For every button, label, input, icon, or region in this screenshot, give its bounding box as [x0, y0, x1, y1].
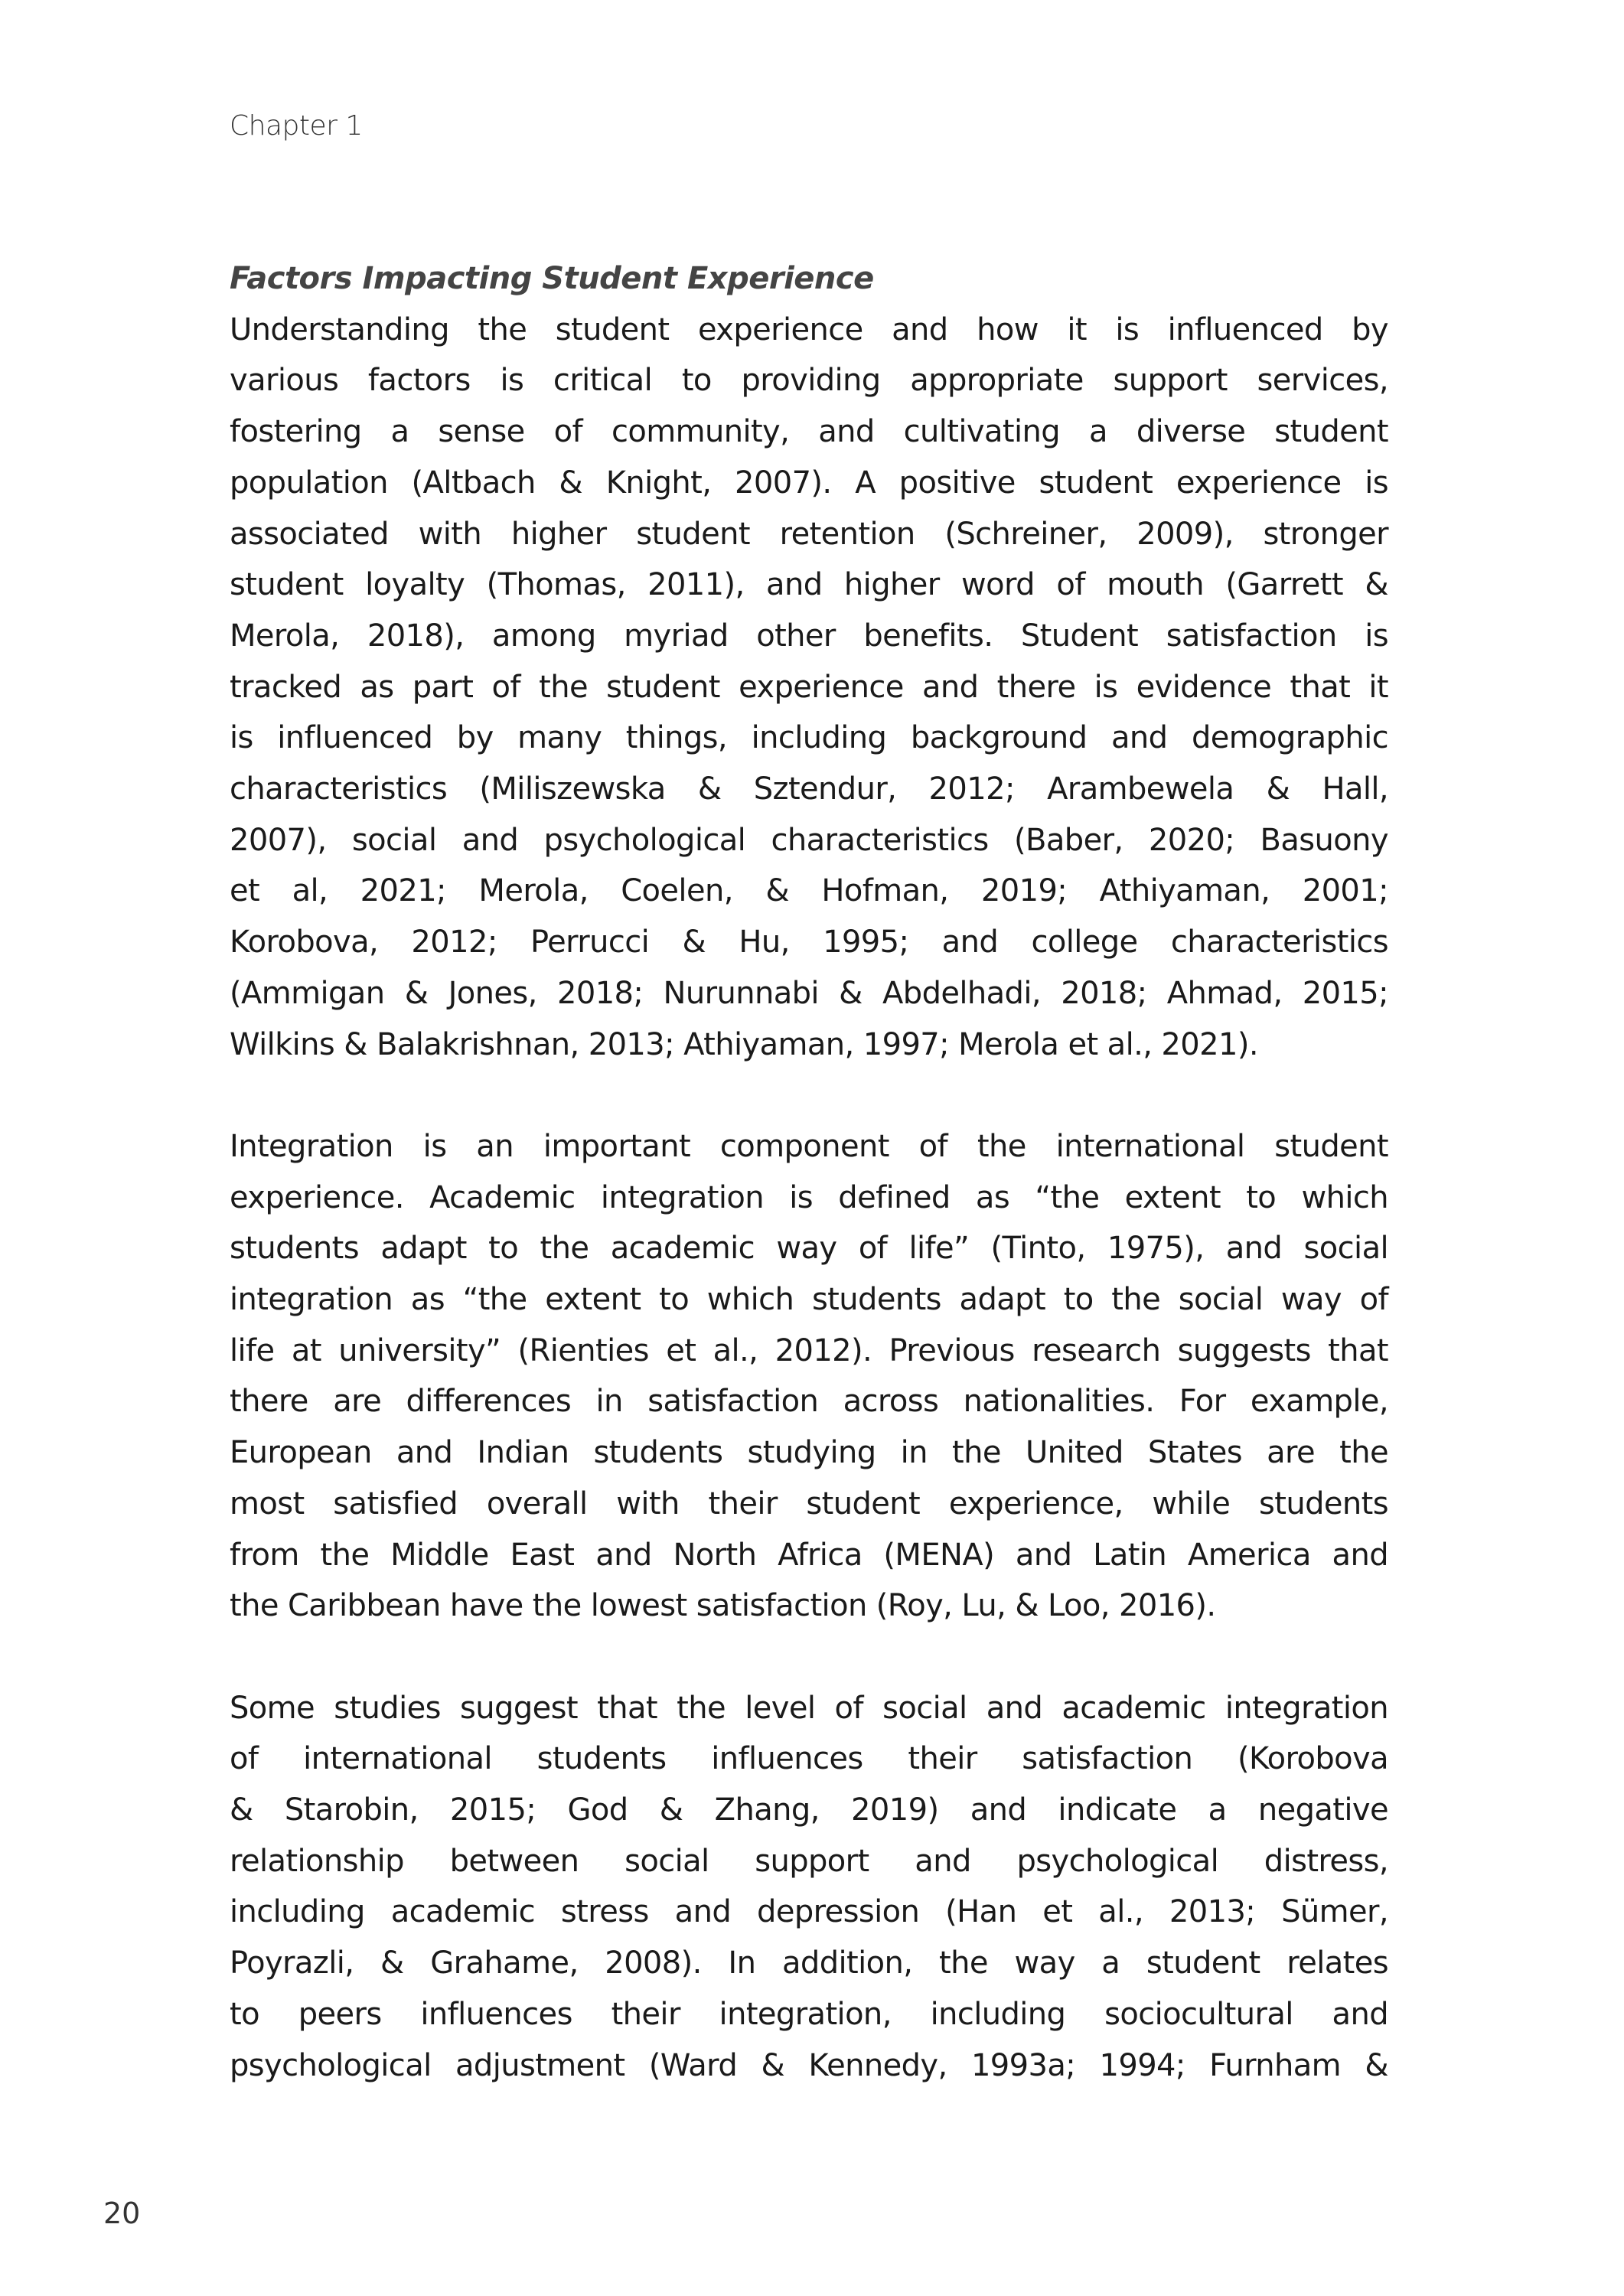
text-line: Poyrazli, & Grahame, 2008). In addition, the way a student relates	[230, 1945, 1388, 1981]
text-line: et al, 2021; Merola, Coelen, & Hofman, 2019; Athiyaman, 2001;	[230, 873, 1388, 909]
text-line: tracked as part of the student experience and there is evidence that it	[230, 669, 1388, 705]
text-line: Understanding the student experience and how it is influenced by	[230, 311, 1388, 347]
text-line: including academic stress and depression (Han et al., 2013; Sümer,	[230, 1894, 1388, 1930]
text-line: students adapt to the academic way of life” (Tinto, 1975), and social	[230, 1231, 1388, 1267]
section-heading: Factors Impacting Student Experience	[230, 261, 874, 296]
text-line: is influenced by many things, including background and demographic	[230, 720, 1388, 756]
text-line: (Ammigan & Jones, 2018; Nurunnabi & Abdelhadi, 2018; Ahmad, 2015;	[230, 975, 1388, 1011]
text-line: & Starobin, 2015; God & Zhang, 2019) and indicate a negative	[230, 1792, 1388, 1828]
text-line: relationship between social support and psychological distress,	[230, 1843, 1388, 1879]
text-line: 2007), social and psychological characteristics (Baber, 2020; Basuony	[230, 822, 1388, 858]
text-line: life at university” (Rienties et al., 2012). Previous research suggests that	[230, 1332, 1388, 1368]
text-line: psychological adjustment (Ward & Kennedy, 1993a; 1994; Furnham &	[230, 2047, 1388, 2083]
text-line: Wilkins & Balakrishnan, 2013; Athiyaman, 1997; Merola et al., 2021).	[230, 1026, 1258, 1062]
text-line: fostering a sense of community, and cultivating a diverse student	[230, 414, 1388, 450]
text-line: various factors is critical to providing appropriate support services,	[230, 363, 1388, 399]
section-content	[230, 253, 1388, 2142]
text-line: there are differences in satisfaction across nationalities. For example,	[230, 1384, 1388, 1420]
text-line: from the Middle East and North Africa (MENA) and Latin America and	[230, 1537, 1388, 1573]
paragraph	[230, 1121, 1388, 1632]
text-line: Merola, 2018), among myriad other benefits. Student satisfaction is	[230, 618, 1388, 654]
text-line: characteristics (Miliszewska & Sztendur, 2012; Arambewela & Hall,	[230, 771, 1388, 807]
text-line: integration as “the extent to which students adapt to the social way of	[230, 1282, 1388, 1318]
paragraph	[230, 1683, 1388, 2092]
page-number: 20	[103, 2197, 141, 2230]
text-line: associated with higher student retention (Schreiner, 2009), stronger	[230, 516, 1388, 552]
paragraphs	[230, 305, 1388, 2092]
text-line: Integration is an important component of the international student	[230, 1128, 1388, 1164]
text-line: the Caribbean have the lowest satisfaction (Roy, Lu, & Loo, 2016).	[230, 1588, 1216, 1624]
text-line: population (Altbach & Knight, 2007). A positive student experience is	[230, 465, 1388, 501]
text-line: Some studies suggest that the level of social and academic integration	[230, 1690, 1388, 1726]
text-line: of international students influences their satisfaction (Korobova	[230, 1741, 1388, 1777]
text-line: to peers influences their integration, including sociocultural and	[230, 1996, 1388, 2032]
text-line: most satisfied overall with their student experience, while students	[230, 1486, 1388, 1521]
chapter-header: Chapter 1	[230, 110, 363, 142]
text-line: Korobova, 2012; Perrucci & Hu, 1995; and college characteristics	[230, 925, 1388, 960]
paragraph	[230, 305, 1388, 1071]
text-line: experience. Academic integration is defined as “the extent to which	[230, 1179, 1388, 1215]
text-line: student loyalty (Thomas, 2011), and higher word of mouth (Garrett &	[230, 567, 1388, 603]
text-line: European and Indian students studying in the United States are the	[230, 1435, 1388, 1471]
